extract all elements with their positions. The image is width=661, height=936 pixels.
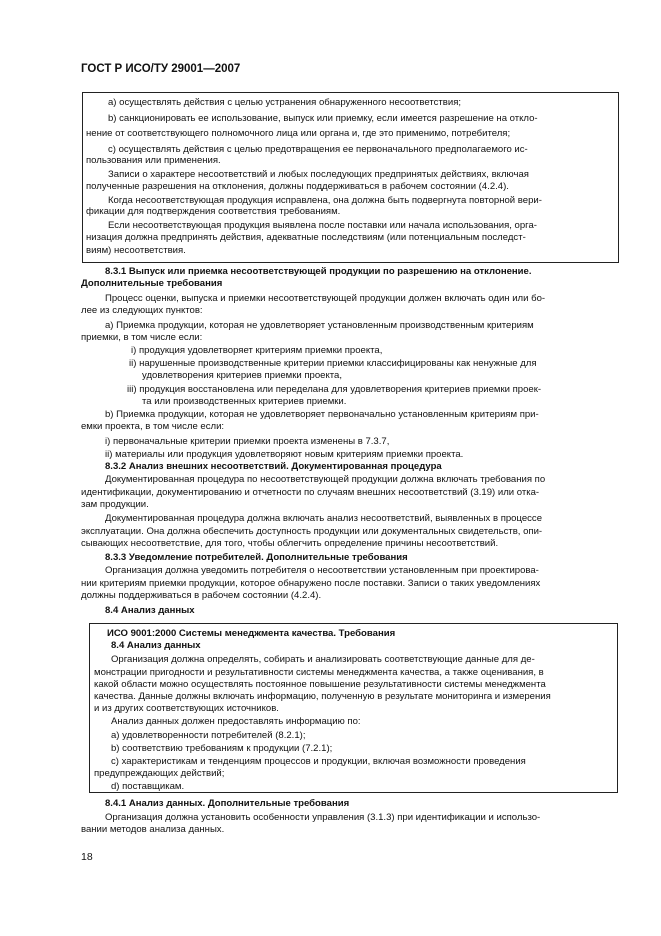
s833-p1-line2: нии критериям приемки продукции, которое обнаружено после поставки. Записи о таких уведомлениях bbox=[81, 578, 541, 589]
box1-detected-line1: Если несоответствующая продукция выявлена после поставки или начала использования, орга- bbox=[108, 220, 537, 231]
s831-item-b-ii: ii) материалы или продукция удовлетворяют новым критериям приемки проекта. bbox=[105, 449, 464, 460]
box2-p1-line3: какой области можно осуществлять постоянное повышение результативности системы менеджмента bbox=[94, 679, 546, 690]
box1-detected-line3: виям) несоответствия. bbox=[86, 245, 186, 256]
box2-heading: 8.4 Анализ данных bbox=[111, 640, 201, 651]
s831-item-b-line2: емки проекта, в том числе если: bbox=[81, 421, 225, 432]
s832-p2-line2: эксплуатации. Она должна обеспечить доступность продукции или документальных свидетельств, опи- bbox=[81, 526, 543, 537]
s831-item-a-line2: приемки, в том числе если: bbox=[81, 332, 203, 343]
box2-item-c-line1: с) характеристикам и тенденциям процессов и продукции, включая возможности проведения bbox=[111, 756, 526, 767]
s833-p1-line1: Организация должна уведомить потребителя о несоответствии установленным при проектирова- bbox=[105, 565, 539, 576]
box1-item-c-line2: пользования или применения. bbox=[86, 155, 221, 166]
page-number: 18 bbox=[81, 851, 93, 863]
section-8-3-3-heading: 8.3.3 Уведомление потребителей. Дополнительные требования bbox=[105, 552, 408, 563]
section-8-4-heading: 8.4 Анализ данных bbox=[105, 605, 195, 616]
box1-item-b-line2: нение от соответствующего полномочного лица или органа и, где это применимо, потребителя; bbox=[86, 128, 511, 139]
s831-item-b-line1: b) Приемка продукции, которая не удовлетворяет первоначально установленным критериям при- bbox=[105, 409, 539, 420]
s831-item-a-i: i) продукция удовлетворяет критериям приемки проекта, bbox=[131, 345, 383, 356]
box1-item-c-line1: с) осуществлять действия с целью предотвращения ее первоначального предполагаемого ис- bbox=[108, 144, 528, 155]
s841-p1-line2: вании методов анализа данных. bbox=[81, 824, 225, 835]
box1-records-line2: полученные разрешения на отклонения, должны поддерживаться в рабочем состоянии (4.2.4). bbox=[86, 181, 509, 192]
box1-fix-line1: Когда несоответствующая продукция исправлена, она должна быть подвергнута повторной вери- bbox=[108, 195, 542, 206]
box2-item-b: b) соответствию требованиям к продукции (7.2.1); bbox=[111, 743, 333, 754]
box1-records-line1: Записи о характере несоответствий и любых последующих предпринятых действиях, включая bbox=[108, 169, 529, 180]
box1-item-b-line1: b) санкционировать ее использование, выпуск или приемку, если имеется разрешение на откло- bbox=[108, 113, 538, 124]
s831-item-a-line1: а) Приемка продукции, которая не удовлетворяет установленным производственным критериям bbox=[105, 320, 534, 331]
section-8-4-1-heading: 8.4.1 Анализ данных. Дополнительные требования bbox=[105, 798, 350, 809]
s832-p2-line3: сывающих несоответствие, для того, чтобы облегчить определение причины несоответствий. bbox=[81, 538, 499, 549]
box2-title: ИСО 9001:2000 Системы менеджмента качества. Требования bbox=[107, 628, 396, 639]
page-header: ГОСТ Р ИСО/ТУ 29001—2007 bbox=[81, 63, 241, 75]
box1-fix-line2: фикации для подтверждения соответствия требованиям. bbox=[86, 206, 341, 217]
s831-item-a-iii-line2: та или производственных критериев приемки. bbox=[142, 396, 347, 407]
s832-p1-line3: зам продукции. bbox=[81, 499, 149, 510]
box2-p1-line5: и из других соответствующих источников. bbox=[94, 703, 279, 714]
box2-p1-line1: Организация должна определять, собирать и анализировать соответствующие данные для де- bbox=[111, 654, 535, 665]
box1-detected-line2: низация должна предпринять действия, адекватные последствиям (или потенциальным последст- bbox=[86, 232, 526, 243]
s831-intro-line2: лее из следующих пунктов: bbox=[81, 305, 203, 316]
box2-p1-line4: качества. Данные должны включать информацию, полученную в результате мониторинга и измерения bbox=[94, 691, 551, 702]
box2-item-c-line2: предупреждающих действий; bbox=[94, 768, 225, 779]
box2-item-d: d) поставщикам. bbox=[111, 781, 185, 792]
section-8-3-1-heading-line1: 8.3.1 Выпуск или приемка несоответствующей продукции по разрешению на отклонение. bbox=[105, 266, 532, 277]
s832-p2-line1: Документированная процедура должна включать анализ несоответствий, выявленных в процессе bbox=[105, 513, 543, 524]
box1-item-a: а) осуществлять действия с целью устранения обнаруженного несоответствия; bbox=[108, 97, 462, 108]
s831-intro-line1: Процесс оценки, выпуска и приемки несоответствующей продукции должен включать один или бо- bbox=[105, 293, 546, 304]
s831-item-a-ii-line1: ii) нарушенные производственные критерии приемки классифицированы как ненужные для bbox=[129, 358, 537, 369]
section-8-3-1-heading-line2: Дополнительные требования bbox=[81, 278, 223, 289]
s833-p1-line3: должны поддерживаться в рабочем состоянии (4.2.4). bbox=[81, 590, 322, 601]
box2-p1-line2: монстрации пригодности и результативности системы менеджмента качества, а также оценивания, в bbox=[94, 667, 544, 678]
s832-p1-line1: Документированная процедура по несоответствующей продукции должна включать требования по bbox=[105, 474, 546, 485]
section-8-3-2-heading: 8.3.2 Анализ внешних несоответствий. Документированная процедура bbox=[105, 461, 442, 472]
s831-item-a-iii-line1: iii) продукция восстановлена или переделана для удовлетворения критериев приемки проек- bbox=[127, 384, 542, 395]
box2-item-a: а) удовлетворенности потребителей (8.2.1); bbox=[111, 730, 306, 741]
box2-p2: Анализ данных должен предоставлять информацию по: bbox=[111, 716, 361, 727]
s831-item-b-i: i) первоначальные критерии приемки проекта изменены в 7.3.7, bbox=[105, 436, 390, 447]
s831-item-a-ii-line2: удовлетворения критериев приемки проекта, bbox=[142, 370, 342, 381]
s832-p1-line2: идентификации, документированию и отчетности по случаям внешних несоответствий (3.19) или отка- bbox=[81, 487, 540, 498]
s841-p1-line1: Организация должна установить особенности управления (3.1.3) при идентификации и использо- bbox=[105, 812, 541, 823]
